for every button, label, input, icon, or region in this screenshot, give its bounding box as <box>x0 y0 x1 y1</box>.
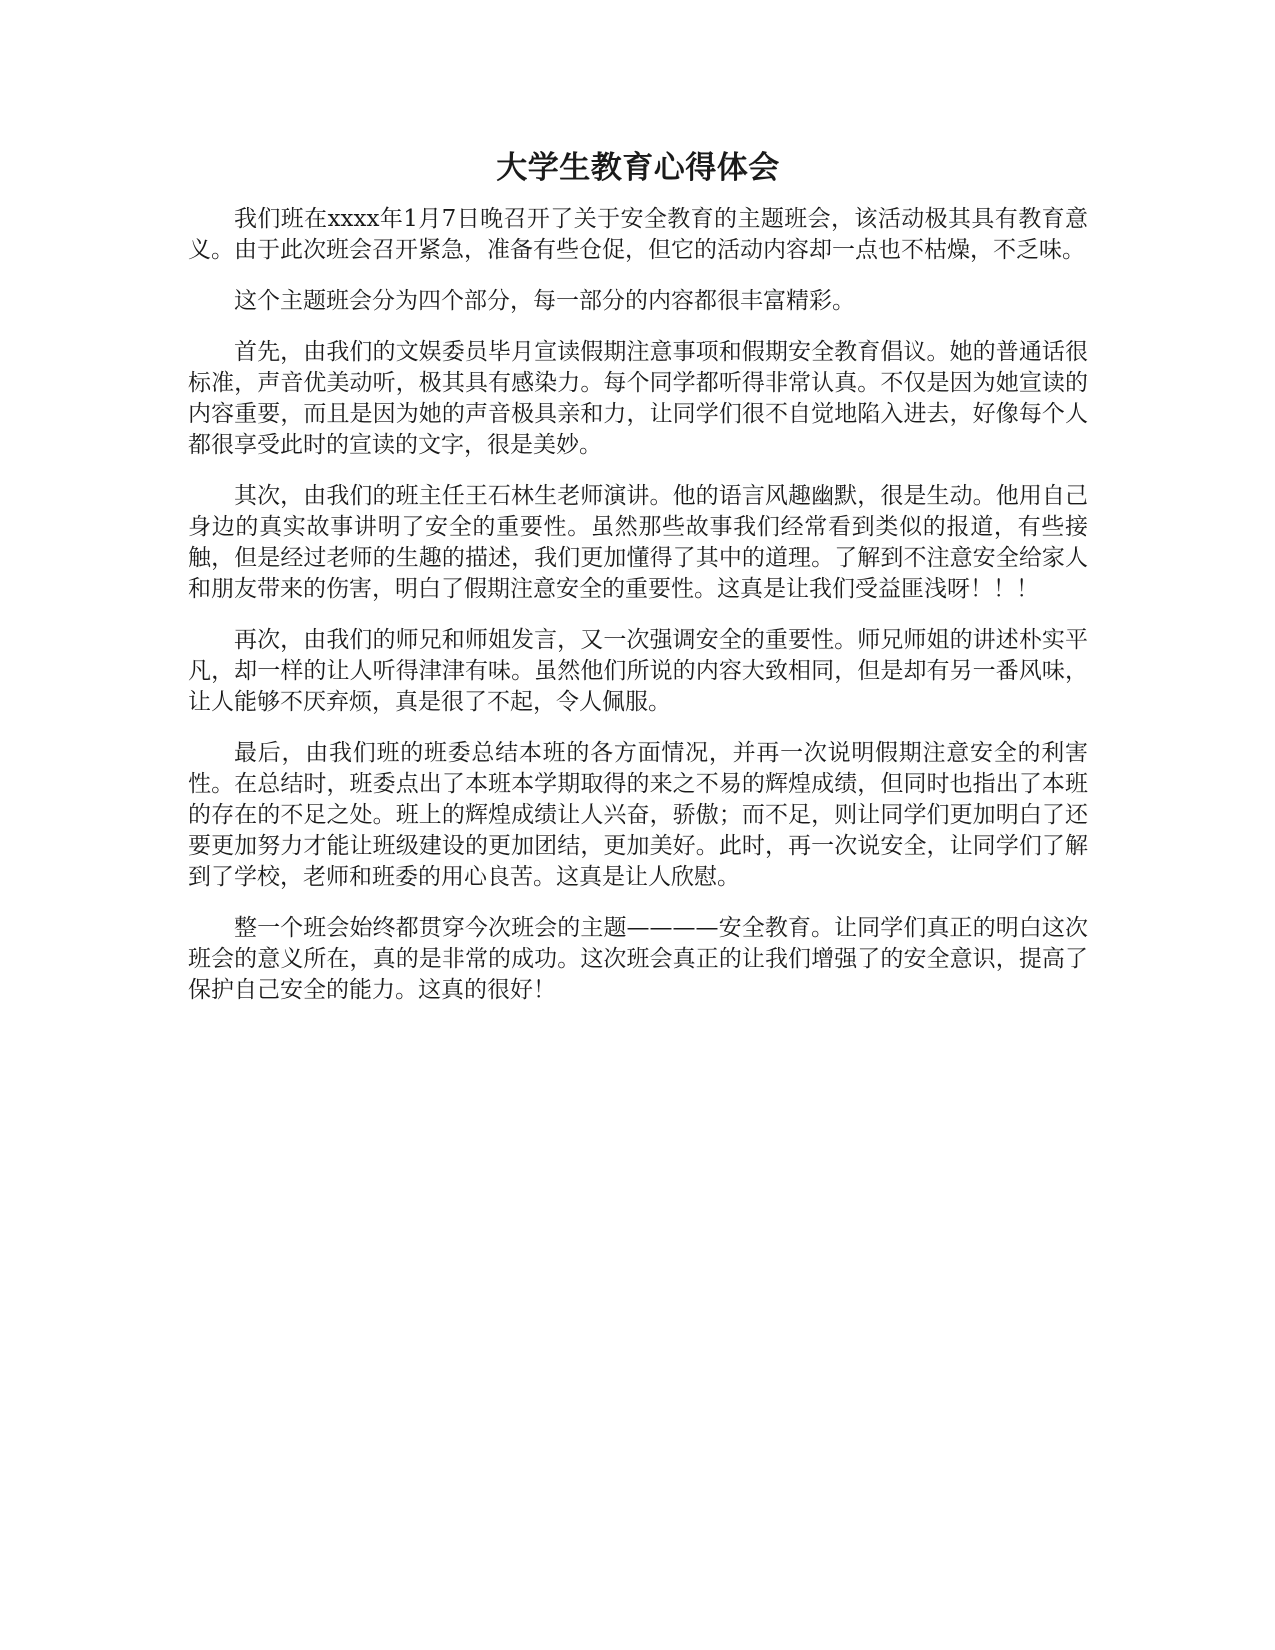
document-title: 大学生教育心得体会 <box>496 150 780 186</box>
paragraph-5: 再次，由我们的师兄和师姐发言，又一次强调安全的重要性。师兄师姐的讲述朴实平凡，却一样的让人听得津津有味。虽然他们所说的内容大致相同，但是却有另一番风味，让人能够不厌弃烦，真是很了不起，令人佩服。 <box>188 627 1088 715</box>
paragraph-3: 首先，由我们的文娱委员毕月宣读假期注意事项和假期安全教育倡议。她的普通话很标准，声音优美动听，极其具有感染力。每个同学都听得非常认真。不仅是因为她宣读的内容重要，而且是因为她的声音极具亲和力，让同学们很不自觉地陷入进去，好像每个人都很享受此时的宣读的文字，很是美妙。 <box>188 339 1088 458</box>
paragraph-7: 整一个班会始终都贯穿今次班会的主题————安全教育。让同学们真正的明白这次班会的意义所在，真的是非常的成功。这次班会真正的让我们增强了的安全意识，提高了保护自己安全的能力。这真的很好！ <box>188 915 1088 1003</box>
paragraph-6: 最后，由我们班的班委总结本班的各方面情况，并再一次说明假期注意安全的利害性。在总结时，班委点出了本班本学期取得的来之不易的辉煌成绩，但同时也指出了本班的存在的不足之处。班上的辉煌成绩让人兴奋，骄傲；而不足，则让同学们更加明白了还要更加努力才能让班级建设的更加团结，更加美好。此时，再一次说安全，让同学们了解到了学校，老师和班委的用心良苦。这真是让人欣慰。 <box>188 740 1088 890</box>
paragraph-4: 其次，由我们的班主任王石林生老师演讲。他的语言风趣幽默，很是生动。他用自己身边的真实故事讲明了安全的重要性。虽然那些故事我们经常看到类似的报道，有些接触，但是经过老师的生趣的描述，我们更加懂得了其中的道理。了解到不注意安全给家人和朋友带来的伤害，明白了假期注意安全的重要性。这真是让我们受益匪浅呀！！！ <box>188 483 1088 602</box>
paragraph-2: 这个主题班会分为四个部分，每一部分的内容都很丰富精彩。 <box>234 288 855 314</box>
paragraph-1: 我们班在xxxx年1月7日晚召开了关于安全教育的主题班会，该活动极其具有教育意义。由于此次班会召开紧急，准备有些仓促，但它的活动内容却一点也不枯燥，不乏味。 <box>188 206 1088 263</box>
document-body <box>188 148 1088 1026</box>
